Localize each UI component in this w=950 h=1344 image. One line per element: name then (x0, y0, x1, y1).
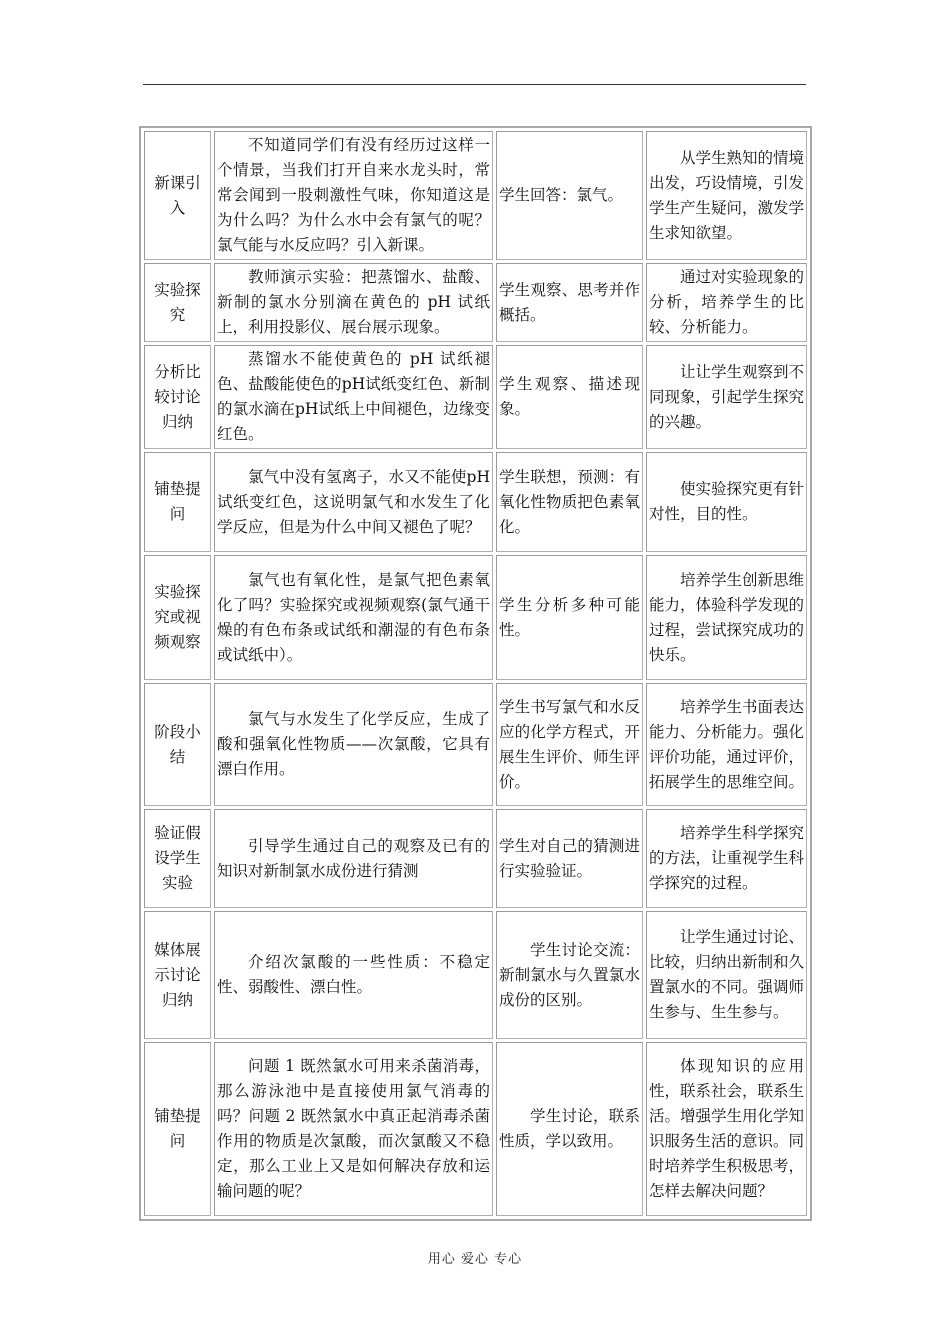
design-intent-cell: 培养学生创新思维能力，体验科学发现的过程，尝试探究成功的快乐。 (646, 555, 807, 680)
stage-cell: 实验探究或视频观察 (144, 555, 211, 680)
table-row (144, 809, 807, 908)
student-activity-cell: 学生书写氯气和水反应的化学方程式，开展生生评价、师生评价。 (496, 683, 643, 806)
student-activity-cell: 学生讨论交流：新制氯水与久置氯水成份的区别。 (496, 911, 643, 1039)
table-row (144, 263, 807, 342)
table-row (144, 452, 807, 552)
stage-cell: 验证假设学生实验 (144, 809, 211, 908)
student-activity-cell: 学生观察、描述现象。 (496, 345, 643, 449)
teacher-activity-cell: 不知道同学们有没有经历过这样一个情景，当我们打开自来水龙头时，常常会闻到一股刺激性气味，你知道这是为什么吗？为什么水中会有氯气的呢？氯气能与水反应吗？引入新课。 (214, 131, 493, 260)
table-row (144, 1042, 807, 1216)
design-intent-cell: 体现知识的应用性，联系社会，联系生活。增强学生用化学知识服务生活的意识。同时培养学生积极思考，怎样去解决问题？ (646, 1042, 807, 1216)
teacher-activity-cell: 问题 1 既然氯水可用来杀菌消毒，那么游泳池中是直接使用氯气消毒的吗？问题 2 既然氯水中真正起消毒杀菌作用的物质是次氯酸，而次氯酸又不稳定，那么工业上又是如何解决存放和运输问题的呢？ (214, 1042, 493, 1216)
student-activity-cell: 学生联想，预测：有氧化性物质把色素氧化。 (496, 452, 643, 552)
design-intent-cell: 培养学生书面表达能力、分析能力。强化评价功能，通过评价，拓展学生的思维空间。 (646, 683, 807, 806)
table-row (144, 345, 807, 449)
teacher-activity-cell: 介绍次氯酸的一些性质：不稳定性、弱酸性、漂白性。 (214, 911, 493, 1039)
teacher-activity-cell: 氯气也有氧化性，是氯气把色素氧化了吗？实验探究或视频观察(氯气通干燥的有色布条或试纸和潮湿的有色布条或试纸中）。 (214, 555, 493, 680)
stage-cell: 实验探究 (144, 263, 211, 342)
design-intent-cell: 培养学生科学探究的方法，让重视学生科学探究的过程。 (646, 809, 807, 908)
lesson-plan-table (139, 126, 812, 1221)
design-intent-cell: 使实验探究更有针对性，目的性。 (646, 452, 807, 552)
page-footer: 用心 爱心 专心 (427, 1252, 523, 1267)
header-rule (143, 84, 806, 85)
design-intent-cell: 让让学生观察到不同现象，引起学生探究的兴趣。 (646, 345, 807, 449)
table-row (144, 683, 807, 806)
student-activity-cell: 学生对自己的猜测进行实验验证。 (496, 809, 643, 908)
teacher-activity-cell: 引导学生通过自己的观察及已有的知识对新制氯水成份进行猜测 (214, 809, 493, 908)
table-row (144, 555, 807, 680)
teacher-activity-cell: 教师演示实验：把蒸馏水、盐酸、新制的氯水分别滴在黄色的 pH 试纸上，利用投影仪、展台展示现象。 (214, 263, 493, 342)
student-activity-cell: 学生分析多种可能性。 (496, 555, 643, 680)
design-intent-cell: 从学生熟知的情境出发，巧设情境，引发学生产生疑问，激发学生求知欲望。 (646, 131, 807, 260)
teacher-activity-cell: 氯气中没有氢离子，水又不能使pH试纸变红色，这说明氯气和水发生了化学反应，但是为什么中间又褪色了呢？ (214, 452, 493, 552)
stage-cell: 阶段小结 (144, 683, 211, 806)
design-intent-cell: 让学生通过讨论、比较，归纳出新制和久置氯水的不同。强调师生参与、生生参与。 (646, 911, 807, 1039)
stage-cell: 铺垫提问 (144, 452, 211, 552)
table-row (144, 911, 807, 1039)
design-intent-cell: 通过对实验现象的分析，培养学生的比较、分析能力。 (646, 263, 807, 342)
stage-cell: 媒体展示讨论归纳 (144, 911, 211, 1039)
student-activity-cell: 学生回答：氯气。 (496, 131, 643, 260)
student-activity-cell: 学生讨论，联系性质，学以致用。 (496, 1042, 643, 1216)
teacher-activity-cell: 氯气与水发生了化学反应，生成了酸和强氧化性物质——次氯酸，它具有漂白作用。 (214, 683, 493, 806)
stage-cell: 分析比较讨论归纳 (144, 345, 211, 449)
stage-cell: 新课引入 (144, 131, 211, 260)
teacher-activity-cell: 蒸馏水不能使黄色的 pH 试纸褪色、盐酸能使色的pH试纸变红色、新制的氯水滴在pH试纸上中间褪色，边缘变红色。 (214, 345, 493, 449)
table-row (144, 131, 807, 260)
student-activity-cell: 学生观察、思考并作概括。 (496, 263, 643, 342)
stage-cell: 铺垫提问 (144, 1042, 211, 1216)
